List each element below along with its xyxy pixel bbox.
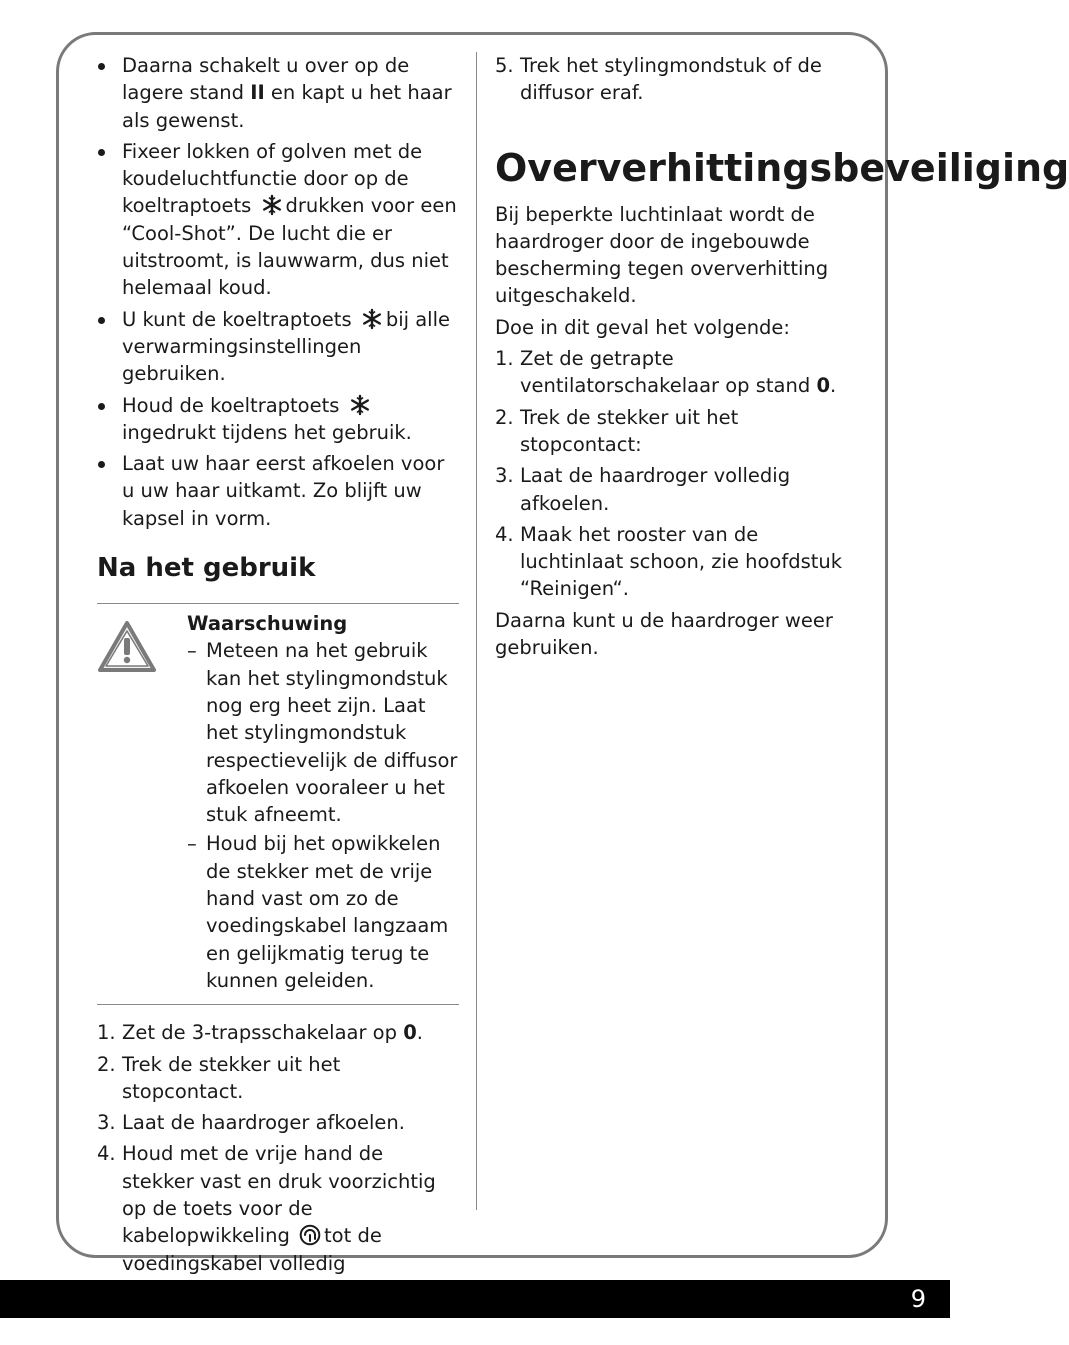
bullet-item: Daarna schakelt u over op de lagere stand II en kapt u het haar als gewenst. [97, 52, 459, 134]
step-item: 3. Laat de haardroger afkoelen. [97, 1111, 405, 1135]
step-item: 2. Trek de stekker uit het stopcontact: [495, 405, 739, 456]
outro-paragraph: Daarna kunt u de haardroger weer gebruiken. [495, 608, 833, 660]
step-item: 1. Zet de 3-trapsschakelaar op 0. [97, 1021, 423, 1045]
lead-paragraph: Doe in dit geval het volgende: [495, 315, 791, 339]
warning-item: – Houd bij het opwikkelen de stekker met de vrije hand vast om zo de voedingskabel langzaam en gelijkmatig terug te kunnen geleiden. [187, 832, 449, 992]
intro-paragraph: Bij beperkte luchtinlaat wordt de haardroger door de ingebouwde bescherming tegen oververhitting uitgeschakeld. [495, 202, 829, 308]
bullet-dot [98, 63, 105, 70]
bullet-item: Houd de koeltraptoets ingedrukt tijdens het gebruik. [97, 392, 459, 447]
cable-rewind-icon [299, 1224, 321, 1246]
step-item: 1. Zet de getrapte ventilatorschakelaar op stand 0. [495, 347, 837, 398]
divider [97, 1004, 459, 1005]
bullet-item: U kunt de koeltraptoets bij alle verwarmingsinstellingen gebruiken. [97, 306, 459, 388]
right-column [495, 52, 1069, 665]
bullet-dot [98, 403, 105, 410]
bullet-item: Laat uw haar eerst afkoelen voor u uw haar uitkamt. Zo blijft uw kapsel in vorm. [97, 450, 459, 532]
page-title: Oververhittingsbeveiliging [495, 145, 1069, 190]
column-divider [476, 52, 477, 1210]
snowflake-icon [261, 194, 283, 216]
warning-box [97, 604, 459, 1004]
bullet-dot [98, 461, 105, 468]
step-item: 4. Houd met de vrije hand de stekker vast en druk voorzichtig op de toets voor de kabelopwikkeling tot de voedingskabel volledig [97, 1142, 436, 1275]
page-number: 9 [910, 1285, 926, 1313]
bullet-dot [98, 317, 105, 324]
warning-item: – Meteen na het gebruik kan het stylingmondstuk nog erg heet zijn. Laat het stylingmondstuk respectievelijk de diffusor afkoelen vooraleer u het stuk afneemt. [187, 639, 458, 827]
section-heading: Na het gebruik [97, 553, 316, 584]
bullet-item: Fixeer lokken of golven met de koudeluchtfunctie door op de koeltraptoets drukken voor een “Cool-Shot”. De lucht die er uitstroomt, is lauwwarm, dus niet helemaal koud. [97, 138, 459, 302]
page-footer [0, 1280, 950, 1318]
bullet-dot [98, 149, 105, 156]
step-item: 5. Trek het stylingmondstuk of de diffusor eraf. [495, 54, 822, 105]
warning-triangle-icon [97, 620, 157, 674]
step-item: 2. Trek de stekker uit het stopcontact. [97, 1052, 341, 1103]
warning-title: Waarschuwing [187, 612, 348, 636]
left-column [97, 52, 459, 1308]
step-item: 4. Maak het rooster van de luchtinlaat schoon, zie hoofdstuk “Reinigen“. [495, 522, 843, 601]
step-item: 3. Laat de haardroger volledig afkoelen. [495, 464, 791, 515]
snowflake-icon [349, 394, 371, 416]
snowflake-icon [361, 308, 383, 330]
